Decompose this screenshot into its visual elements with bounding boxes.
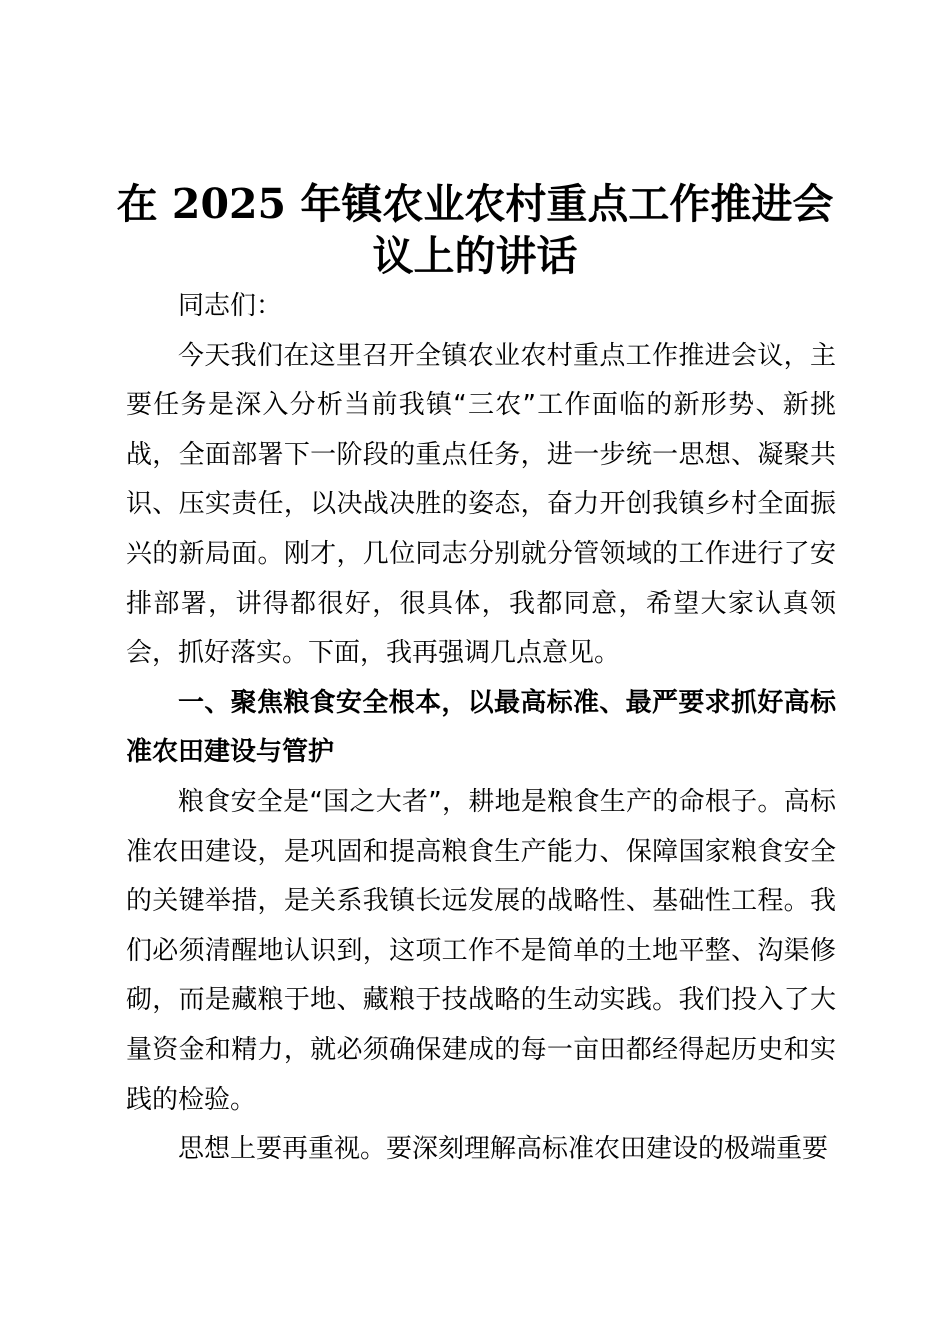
title-line-2: 议上的讲话 [372,232,578,280]
section-1-paragraph-1: 粮食安全是“国之大者”，耕地是粮食生产的命根子。高标准农田建设，是巩固和提高粮食生产能力、保障国家粮食安全的关键举措，是关系我镇长远发展的战略性、基础性工程。我们必须清醒地认识到，这项工作不是简单的土地平整、沟渠修砌，而是藏粮于地、藏粮于技战略的生动实践。我们投入了大量资金和精力，就必须确保建成的每一亩田都经得起历史和实践的检验。 [126,786,836,1115]
document-body [126,282,836,1175]
section-1-paragraph-2: 思想上要再重视。要深刻理解高标准农田建设的极端重要 [178,1134,829,1165]
section-1-heading: 一、聚焦粮食安全根本，以最高标准、最严要求抓好高标准农田建设与管护 [126,687,836,768]
document-title [100,178,850,282]
salutation: 同志们： [178,291,283,321]
title-line-1: 在 2025 年镇农业农村重点工作推进会 [116,180,834,228]
opening-paragraph: 今天我们在这里召开全镇农业农村重点工作推进会议，主要任务是深入分析当前我镇“三农”工作面临的新形势、新挑战，全面部署下一阶段的重点任务，进一步统一思想、凝聚共识、压实责任，以决战决胜的姿态，奋力开创我镇乡村全面振兴的新局面。刚才，几位同志分别就分管领域的工作进行了安排部署，讲得都很好，很具体，我都同意，希望大家认真领会，抓好落实。下面，我再强调几点意见。 [126,340,836,669]
